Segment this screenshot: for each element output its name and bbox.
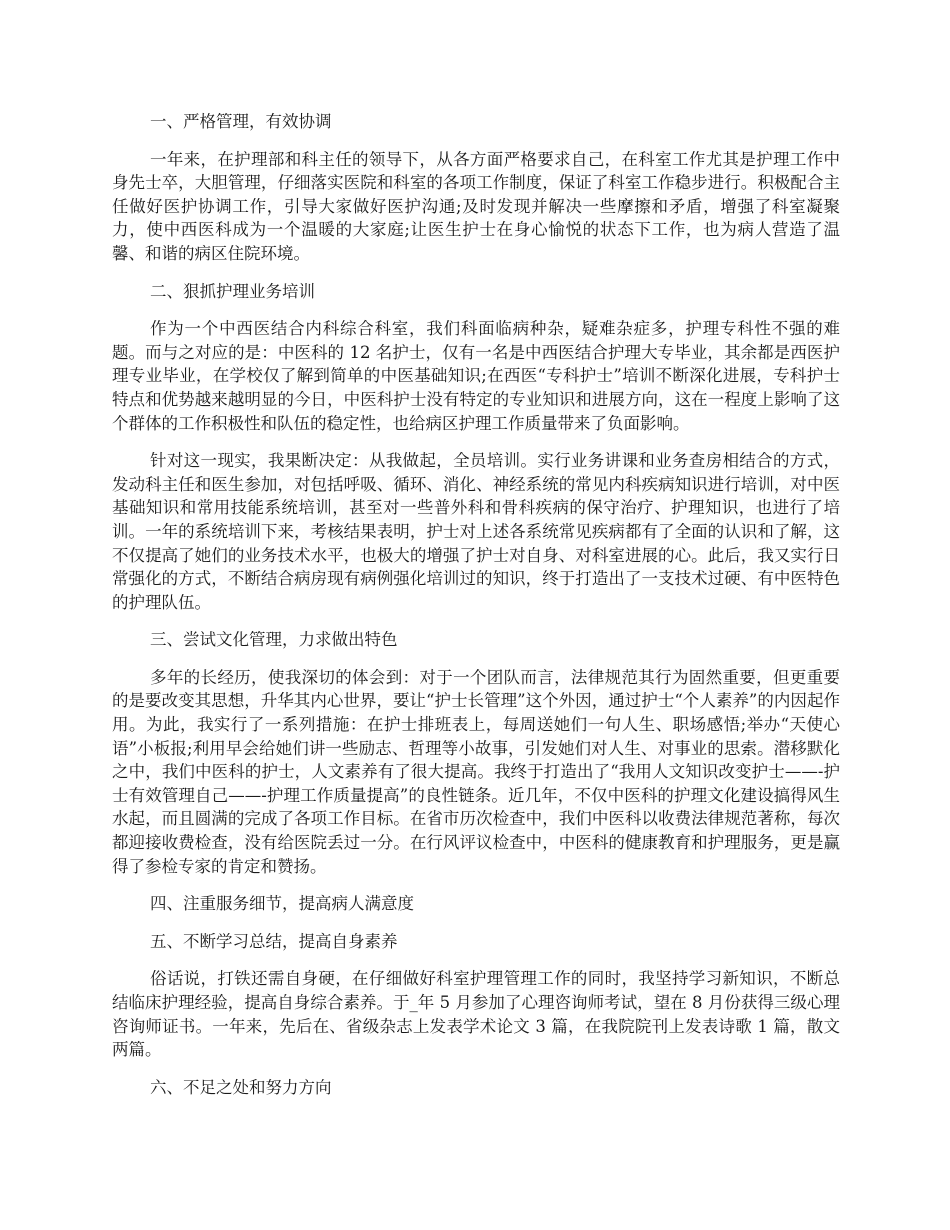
section-heading: 一、严格管理，有效协调 (150, 112, 332, 131)
body-paragraph: 作为一个中西医结合内科综合科室，我们科面临病种杂，疑难杂症多，护理专科性不强的难题。而与之对应的是：中医科的 12 名护士，仅有一名是中西医结合护理大专毕业，其余都是西医护理专业毕业，在学校仅了解到简单的中医基础知识;在西医“专科护士”培训不断深化进展，专科护士特点和优势越来越明显的今日，中医科护士没有特定的专业知识和进展方向，这在一程度上影响了这个群体的工作积极性和队伍的稳定性，也给病区护理工作质量带来了负面影响。 (112, 319, 840, 433)
body-paragraph: 多年的长经历，使我深切的体会到：对于一个团队而言，法律规范其行为固然重要，但更重要的是要改变其思想，升华其内心世界，要让“护士长管理”这个外因，通过护士“个人素养”的内因起作用。为此，我实行了一系列措施：在护士排班表上，每周送她们一句人生、职场感悟;举办“天使心语”小板报;利用早会给她们讲一些励志、哲理等小故事，引发她们对人生、对事业的思索。潜移默化之中，我们中医科的护士，人文素养有了很大提高。我终于打造出了“我用人文知识改变护士——-护士有效管理自己——-护理工作质量提高”的良性链条。近几年，不仅中医科的护理文化建设搞得风生水起，而且圆满的完成了各项工作目标。在省市历次检查中，我们中医科以收费法律规范著称，每次都迎接收费检查，没有给医院丢过一分。在行风评议检查中，中医科的健康教育和护理服务，更是赢得了参检专家的肯定和赞扬。 (112, 667, 840, 876)
section-heading: 二、狠抓护理业务培训 (150, 281, 315, 301)
body-paragraph: 针对这一现实，我果断决定：从我做起，全员培训。实行业务讲课和业务查房相结合的方式，发动科主任和医生参加，对包括呼吸、循环、消化、神经系统的常见内科疾病知识进行培训，对中医基础知识和常用技能系统培训，甚至对一些普外科和骨科疾病的保守治疗、护理知识，也进行了培训。一年的系统培训下来，考核结果表明，护士对上述各系统常见疾病都有了全面的认识和了解，这不仅提高了她们的业务技术水平，也极大的增强了护士对自身、对科室进展的心。此后，我又实行日常强化的方式，不断结合病房现有病例强化培训过的知识，终于打造出了一支技术过硬、有中医特色的护理队伍。 (112, 451, 840, 612)
section-heading: 四、注重服务细节，提高病人满意度 (150, 894, 414, 914)
section-heading: 三、尝试文化管理，力求做出特色 (150, 630, 398, 650)
section-heading: 六、不足之处和努力方向 (150, 1077, 332, 1097)
body-paragraph: 俗话说，打铁还需自身硬，在仔细做好科室护理管理工作的同时，我坚持学习新知识，不断总结临床护理经验，提高自身综合素养。于_年 5 月参加了心理咨询师考试，望在 8 月份获得三级心理咨询师证书。一年来，先后在、省级杂志上发表学术论文 3 篇，在我院院刊上发表诗歌 1 篇，散文两篇。 (112, 969, 840, 1060)
section-heading: 五、不断学习总结，提高自身素养 (150, 931, 398, 951)
body-paragraph: 一年来，在护理部和科主任的领导下，从各方面严格要求自己，在科室工作尤其是护理工作中身先士卒，大胆管理，仔细落实医院和科室的各项工作制度，保证了科室工作稳步进行。积极配合主任做好医护协调工作，引导大家做好医护沟通;及时发现并解决一些摩擦和矛盾，增强了科室凝聚力，使中西医科成为一个温暖的大家庭;让医生护士在身心愉悦的状态下工作，也为病人营造了温馨、和谐的病区住院环境。 (112, 149, 840, 263)
document-body (112, 110, 840, 1113)
